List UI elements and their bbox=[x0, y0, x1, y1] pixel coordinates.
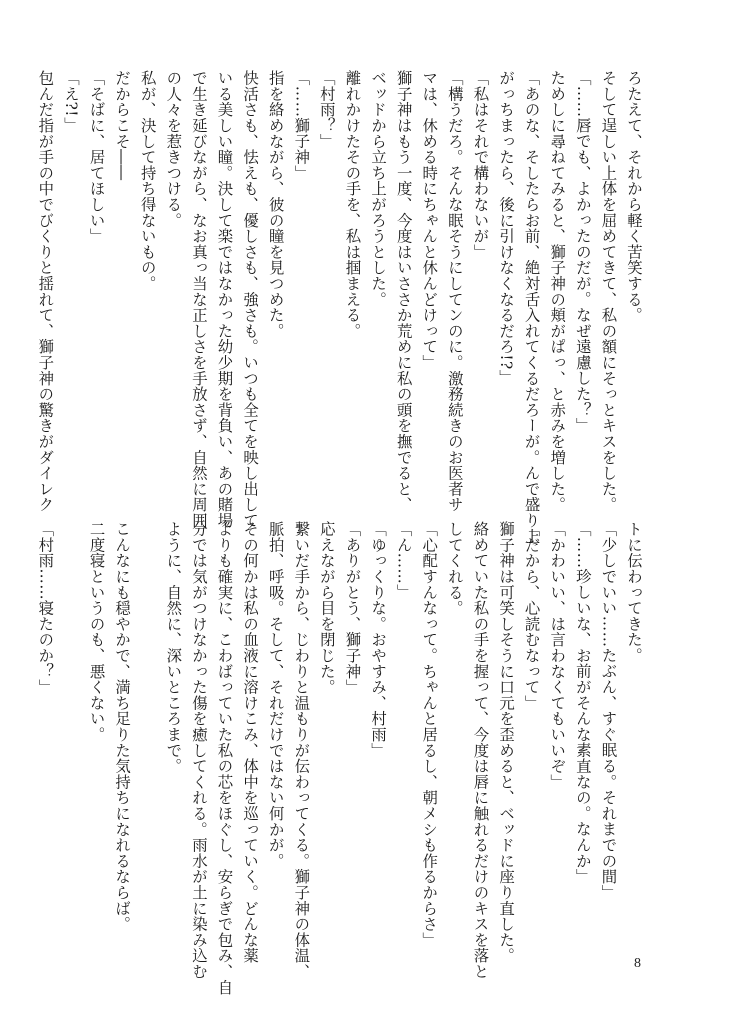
text-line: 獅子神はもう一度、今度はいささか荒めに私の頭を撫でると、 bbox=[394, 70, 413, 513]
text-line: トに伝わってきた。 bbox=[625, 521, 643, 664]
text-line: よりも確実に、こわばっていた私の芯をほぐし、安らぎで包み、自 bbox=[215, 521, 234, 995]
text-line: マは、休める時にちゃんと休んどけって」 bbox=[420, 70, 439, 371]
text-line: 「ん……」 bbox=[394, 521, 413, 600]
text-line: 「村雨？」 bbox=[317, 70, 336, 149]
text-line: 脈拍、呼吸。そして、それだけではない何かが。 bbox=[266, 521, 285, 869]
text-line: 「心配すんなって。ちゃんと居るし、朝メシも作るからさ」 bbox=[420, 521, 439, 948]
text-line: 「……獅子神」 bbox=[292, 70, 311, 181]
text-line: 「少しでいい……たぶん、すぐ眠る。それまでの間」 bbox=[599, 521, 618, 901]
text-line: 「……珍しいな、お前がそんな素直なの。なんか」 bbox=[573, 521, 592, 885]
text-line bbox=[134, 521, 160, 941]
text-line: 絡めていた私の手を握って、今度は唇に触れるだけのキスを落と bbox=[471, 521, 490, 980]
page-number: 8 bbox=[634, 956, 641, 971]
text-line: 指を絡めながら、彼の瞳を見つめた。 bbox=[266, 70, 285, 339]
lower-text-block bbox=[32, 521, 646, 995]
text-line: 「……唇でも、よかったのだが。なぜ遠慮した？」 bbox=[573, 70, 592, 434]
text-line: 繋いだ手から、じわりと温もりが伝わってくる。獅子神の体温、 bbox=[292, 521, 311, 980]
text-line: 「え?!」 bbox=[61, 70, 80, 133]
text-line: の人々を惹きつける。 bbox=[164, 70, 183, 228]
text-line: 「ゆっくりな。おやすみ、村雨」 bbox=[369, 521, 388, 758]
text-line: その何かは私の血液に溶けこみ、体中を巡っていく。どんな薬 bbox=[241, 521, 260, 964]
upper-text-block bbox=[32, 70, 646, 544]
text-line: 包んだ指が手の中でびくりと揺れて、獅子神の驚きがダイレク bbox=[36, 70, 55, 513]
text-line: 「ありがとう、獅子神」 bbox=[343, 521, 362, 695]
text-line: 私が、決して持ち得ないもの。 bbox=[138, 70, 157, 292]
text-line: 分では気がつけなかった傷を癒してくれる。雨水が土に染み込む bbox=[189, 521, 208, 980]
text-line: で生き延びながら、なお真っ当な正しさを手放さず、自然に周囲 bbox=[189, 70, 208, 529]
text-line: 離れかけたその手を、私は掴まえる。 bbox=[343, 70, 362, 339]
text-line: ベッドから立ち上がろうとした。 bbox=[369, 70, 388, 307]
text-line: 「私はそれで構わないが」 bbox=[471, 70, 490, 260]
text-line: がっちまったら、後に引けなくなるだろ!?」 bbox=[497, 70, 516, 386]
text-line: いる美しい瞳。決して楽ではなかった幼少期を背負い、あの賭場 bbox=[215, 70, 234, 529]
text-line: してくれる。 bbox=[445, 521, 464, 616]
text-line: 応えながら目を閉じた。 bbox=[317, 521, 336, 695]
text-line: ためしに尋ねてみると、獅子神の頬がぱっ、と赤みを増した。 bbox=[548, 70, 567, 513]
text-line: 「あのな、そしたらお前、絶対舌入れてくるだろーが。んで盛り上 bbox=[522, 70, 541, 544]
text-line: こんなにも穏やかで、満ち足りた気持ちになれるならば。 bbox=[113, 521, 132, 932]
text-line: ろたえて、それから軽く苦笑する。 bbox=[625, 70, 643, 323]
text-line: そして逞しい上体を屈めてきて、私の額にそっとキスをした。 bbox=[599, 70, 618, 513]
text-line: 「構うだろ。そんな眠そうにしてンのに。激務続きのお医者サ bbox=[445, 70, 464, 513]
text-line: 快活さも、怯えも、優しさも、強さも。いつも全てを映し出して bbox=[241, 70, 260, 529]
text-line: 「そばに、居てほしい」 bbox=[87, 70, 106, 244]
text-line: 二度寝というのも、悪くない。 bbox=[87, 521, 106, 743]
text-line: 「かわいい、は言わなくてもいいぞ」 bbox=[548, 521, 567, 790]
text-line: ように、自然に、深いところまで。 bbox=[164, 521, 183, 774]
text-line: 「村雨……寝たのか？」 bbox=[36, 521, 55, 695]
text-line: だからこそ―― bbox=[113, 70, 132, 181]
text-line: 「だから、心読むなって」 bbox=[522, 521, 541, 711]
text-line bbox=[57, 521, 83, 941]
text-line: 獅子神は可笑しそうに口元を歪めると、ベッドに座り直した。 bbox=[497, 521, 516, 964]
